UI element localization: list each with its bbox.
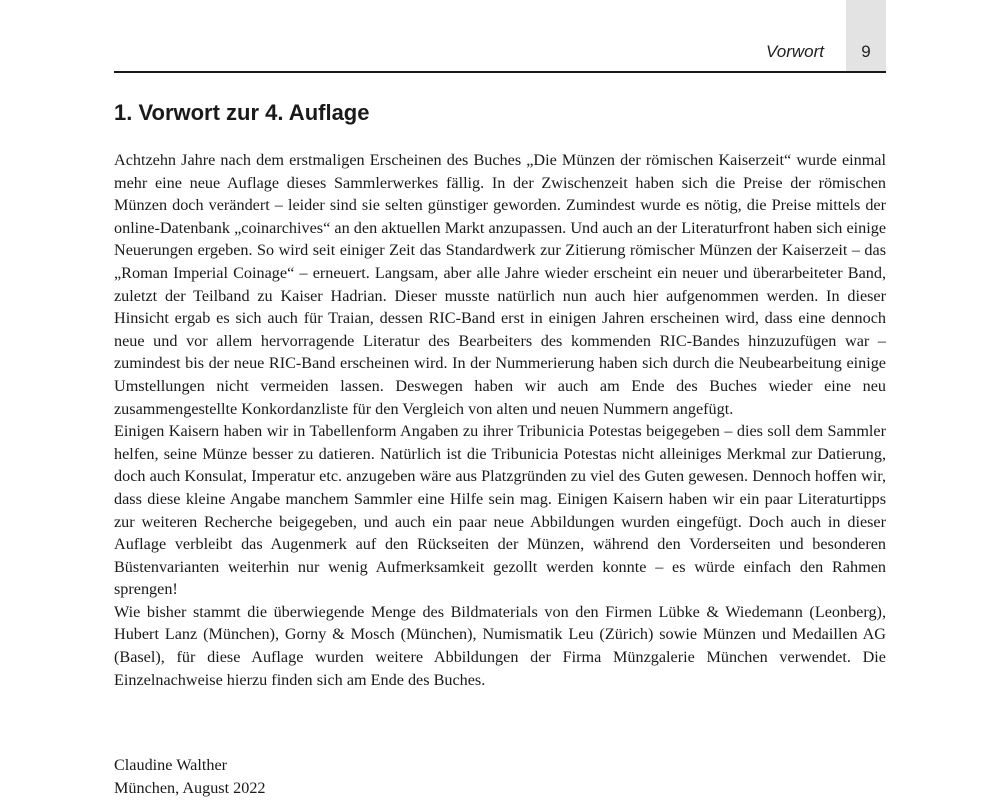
page-number: 9 <box>861 42 871 61</box>
signature-block <box>114 754 266 799</box>
paragraph-1: Achtzehn Jahre nach dem erstmaligen Erscheinen des Buches „Die Münzen der römischen Kaiserzeit“ wurde einmal mehr eine neue Auflage dieses Sammlerwerkes fällig. In der Zwischenzeit haben sich die Preise der römischen Münzen doch verändert – leider sind sie selten günstiger geworden. Zumindest wurde es nötig, die Preise mittels der online-Datenbank „coinarchives“ an den aktuellen Markt anzupassen. Und auch an der Literaturfront haben sich einige Neuerungen ergeben. So wird seit einiger Zeit das Standardwerk zur Zitierung römischer Münzen der Kaiserzeit – das „Roman Imperial Coinage“ – erneuert. Langsam, aber alle Jahre wieder erscheint ein neuer und überarbeiteter Band, zuletzt der Teilband zu Kaiser Hadrian. Dieser musste natürlich nun auch hier aufgenommen werden. In dieser Hinsicht ergab es sich auch für Traian, dessen RIC-Band erst in einigen Jahren erscheinen wird, dass eine dennoch neue und vor allem hervorragende Literatur des Bearbeiters des kommenden RIC-Bandes hinzuzufügen war – zumindest bis der neue RIC-Band erscheinen wird. In der Nummerierung haben sich durch die Neubearbeitung einige Umstellungen nicht vermeiden lassen. Deswegen haben wir auch am Ende des Buches wieder eine neu zusammengestellte Konkordanzliste für den Vergleich von alten und neuen Nummern angefügt. <box>114 151 886 418</box>
body-text <box>114 149 886 691</box>
signature-name: Claudine Walther <box>114 756 228 774</box>
chapter-title: 1. Vorwort zur 4. Auflage <box>114 100 370 125</box>
paragraph-2: Einigen Kaisern haben wir in Tabellenform Angaben zu ihrer Tribunicia Potestas beigegeben – dies soll dem Sammler helfen, seine Münze besser zu datieren. Natürlich ist die Tribunicia Potestas nicht alleiniges Merkmal zur Datierung, doch auch Konsulat, Imperatur etc. anzugeben wäre aus Platzgründen zu viel des Guten gewesen. Dennoch hoffen wir, dass diese kleine Angabe manchem Sammler eine Hilfe sein mag. Einigen Kaisern haben wir ein paar Literaturtipps zur weiteren Recherche beigegeben, und auch ein paar neue Abbildungen wurden eingefügt. Doch auch in dieser Auflage verbleibt das Augenmerk auf den Rückseiten der Münzen, während den Vorderseiten und besonderen Büstenvarianten weiterhin nur wenig Aufmerksamkeit gezollt werden konnte – es würde einfach den Rahmen sprengen! <box>114 422 886 599</box>
signature-place-date: München, August 2022 <box>114 778 266 797</box>
running-head: Vorwort <box>766 42 824 61</box>
paragraph-3: Wie bisher stammt die überwiegende Menge des Bildmaterials von den Firmen Lübke & Wiedemann (Leonberg), Hubert Lanz (München), Gorny & Mosch (München), Numismatik Leu (Zürich) sowie Münzen und Medaillen AG (Basel), für diese Auflage wurden weitere Abbildungen der Firma Münzgalerie München verwendet. Die Einzelnachweise hierzu finden sich am Ende des Buches. <box>114 602 886 689</box>
header-rule <box>114 71 886 73</box>
